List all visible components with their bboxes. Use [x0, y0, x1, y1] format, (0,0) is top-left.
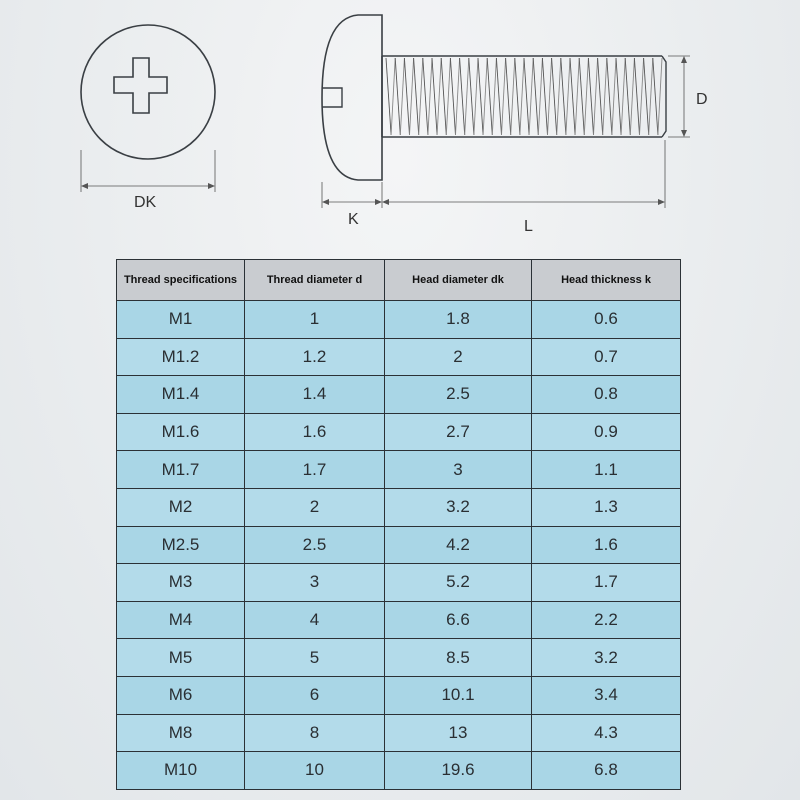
cell-head-diameter: 2 — [385, 338, 532, 376]
table-row — [117, 488, 681, 526]
table-row — [117, 413, 681, 451]
table-row — [117, 526, 681, 564]
cell-thread-spec: M2 — [117, 488, 245, 526]
table-row — [117, 752, 681, 790]
header-head-diameter: Head diameter dk — [385, 260, 532, 301]
cell-thread-spec: M2.5 — [117, 526, 245, 564]
table-row — [117, 451, 681, 489]
cell-head-thickness: 1.7 — [532, 564, 681, 602]
table-row — [117, 338, 681, 376]
cell-thread-spec: M10 — [117, 752, 245, 790]
k-l-dimension — [322, 140, 665, 208]
cell-thread-spec: M4 — [117, 601, 245, 639]
cell-head-diameter: 3.2 — [385, 488, 532, 526]
dk-dimension — [81, 150, 215, 192]
cell-thread-spec: M1.4 — [117, 376, 245, 414]
table-header-row — [117, 260, 681, 301]
cell-head-thickness: 1.1 — [532, 451, 681, 489]
cell-thread-diameter: 1.6 — [245, 413, 385, 451]
cell-head-diameter: 4.2 — [385, 526, 532, 564]
table-row — [117, 564, 681, 602]
cell-head-diameter: 6.6 — [385, 601, 532, 639]
header-thread-specifications: Thread specifications — [117, 260, 245, 301]
cell-head-diameter: 19.6 — [385, 752, 532, 790]
cell-thread-diameter: 1 — [245, 301, 385, 339]
cell-head-thickness: 0.7 — [532, 338, 681, 376]
cell-thread-spec: M3 — [117, 564, 245, 602]
table-row — [117, 676, 681, 714]
cell-thread-spec: M8 — [117, 714, 245, 752]
cell-thread-diameter: 1.2 — [245, 338, 385, 376]
cell-thread-diameter: 1.4 — [245, 376, 385, 414]
cell-head-thickness: 3.4 — [532, 676, 681, 714]
cell-thread-diameter: 6 — [245, 676, 385, 714]
cell-thread-diameter: 5 — [245, 639, 385, 677]
cell-thread-spec: M1.7 — [117, 451, 245, 489]
cell-head-thickness: 1.6 — [532, 526, 681, 564]
cell-head-diameter: 1.8 — [385, 301, 532, 339]
cell-thread-spec: M1.2 — [117, 338, 245, 376]
cell-thread-diameter: 8 — [245, 714, 385, 752]
l-label: L — [524, 218, 533, 235]
cell-head-thickness: 2.2 — [532, 601, 681, 639]
table-row — [117, 376, 681, 414]
cell-thread-diameter: 1.7 — [245, 451, 385, 489]
spec-table — [116, 259, 681, 790]
phillips-head-top-view-icon — [81, 25, 215, 159]
table-row — [117, 301, 681, 339]
cell-thread-diameter: 10 — [245, 752, 385, 790]
cell-head-thickness: 4.3 — [532, 714, 681, 752]
d-dimension — [668, 56, 690, 137]
cell-head-thickness: 0.6 — [532, 301, 681, 339]
cell-thread-diameter: 3 — [245, 564, 385, 602]
cell-thread-spec: M1 — [117, 301, 245, 339]
cell-thread-diameter: 4 — [245, 601, 385, 639]
cell-head-thickness: 0.9 — [532, 413, 681, 451]
cell-head-thickness: 6.8 — [532, 752, 681, 790]
cell-head-diameter: 2.5 — [385, 376, 532, 414]
cell-thread-spec: M5 — [117, 639, 245, 677]
header-thread-diameter: Thread diameter d — [245, 260, 385, 301]
table-row — [117, 639, 681, 677]
cell-head-diameter: 10.1 — [385, 676, 532, 714]
table-row — [117, 601, 681, 639]
d-label: D — [696, 91, 708, 108]
pan-head-screw-side-view-icon — [322, 15, 666, 180]
cell-head-diameter: 8.5 — [385, 639, 532, 677]
cell-head-thickness: 1.3 — [532, 488, 681, 526]
cell-head-diameter: 3 — [385, 451, 532, 489]
screw-dimension-drawing — [0, 0, 800, 250]
cell-head-diameter: 5.2 — [385, 564, 532, 602]
cell-thread-diameter: 2 — [245, 488, 385, 526]
header-head-thickness: Head thickness k — [532, 260, 681, 301]
table-row — [117, 714, 681, 752]
dk-label: DK — [134, 194, 157, 211]
cell-thread-spec: M1.6 — [117, 413, 245, 451]
cell-head-thickness: 0.8 — [532, 376, 681, 414]
cell-head-thickness: 3.2 — [532, 639, 681, 677]
k-label: K — [348, 211, 359, 228]
cell-head-diameter: 2.7 — [385, 413, 532, 451]
cell-thread-diameter: 2.5 — [245, 526, 385, 564]
cell-head-diameter: 13 — [385, 714, 532, 752]
cell-thread-spec: M6 — [117, 676, 245, 714]
